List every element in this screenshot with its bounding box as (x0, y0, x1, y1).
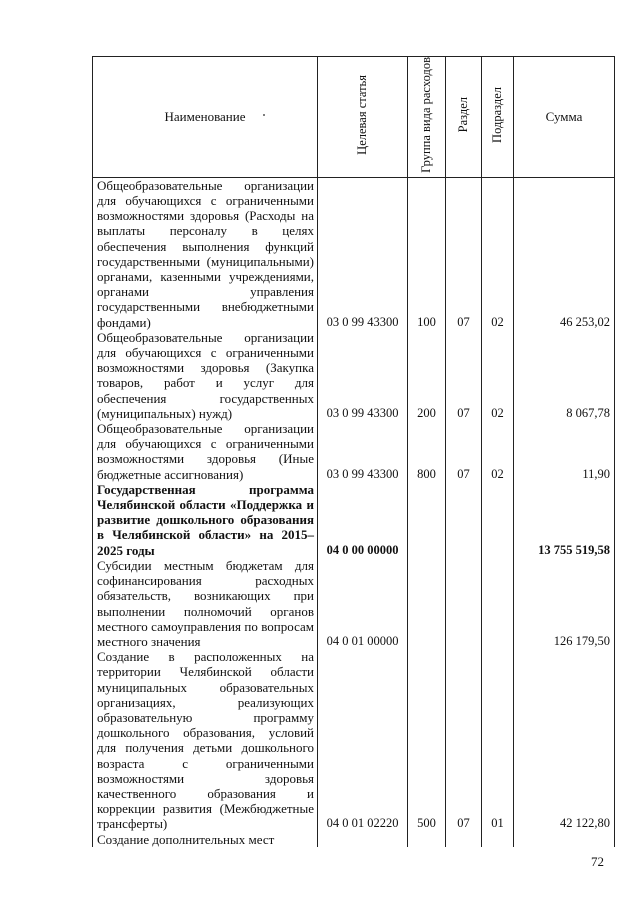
row-sum (514, 832, 615, 847)
row-target-article: 03 0 99 43300 (318, 330, 408, 421)
row-subsection (482, 832, 514, 847)
row-sum: 126 179,50 (514, 558, 615, 649)
row-name: Создание дополнительных мест (93, 832, 318, 847)
row-expense-group: 100 (408, 177, 446, 330)
table-row (93, 832, 615, 847)
row-section: 07 (446, 649, 482, 831)
row-sum: 8 067,78 (514, 330, 615, 421)
row-section (446, 832, 482, 847)
row-name: Государственная программа Челябинской области «Поддержка и развитие дошкольного образования в Челябинской области» на 2015–2025 годы (93, 482, 318, 558)
row-subsection: 02 (482, 330, 514, 421)
row-target-article: 04 0 01 02220 (318, 649, 408, 831)
row-expense-group: 200 (408, 330, 446, 421)
row-name: Субсидии местным бюджетам для софинансирования расходных обязательств, возникающих при выполнении полномочий органов местного самоуправления по вопросам местного значения (93, 558, 318, 649)
table-row (93, 558, 615, 649)
row-expense-group: 500 (408, 649, 446, 831)
budget-table (92, 56, 615, 847)
row-expense-group: 800 (408, 421, 446, 482)
row-name: Общеобразовательные организации для обучающихся с ограниченными возможностями здоровья (Иные бюджетные ассигнования) (93, 421, 318, 482)
row-section (446, 482, 482, 558)
table-header-row (93, 57, 615, 178)
row-subsection: 02 (482, 177, 514, 330)
page-number: 72 (591, 854, 604, 869)
row-sum: 11,90 (514, 421, 615, 482)
table-row (93, 421, 615, 482)
row-expense-group (408, 558, 446, 649)
row-expense-group (408, 482, 446, 558)
row-name: Общеобразовательные организации для обучающихся с ограниченными возможностями здоровья (Расходы на выплаты персоналу в целях обеспечения выполнения функций государственными (муниципальными) органами, казенными учреждениями, органами управления государственными внебюджетными фондами) (93, 177, 318, 330)
table-row (93, 649, 615, 831)
row-subsection: 02 (482, 421, 514, 482)
header-subsection: Подраздел (482, 57, 514, 178)
row-target-article: 03 0 99 43300 (318, 177, 408, 330)
header-sum: Сумма (514, 57, 615, 178)
row-target-article: 03 0 99 43300 (318, 421, 408, 482)
table-row (93, 177, 615, 330)
row-section: 07 (446, 177, 482, 330)
header-target-article: Целевая статья (318, 57, 408, 178)
row-section (446, 558, 482, 649)
row-expense-group (408, 832, 446, 847)
header-section: Раздел (446, 57, 482, 178)
row-subsection: 01 (482, 649, 514, 831)
row-name: Общеобразовательные организации для обучающихся с ограниченными возможностями здоровья (Закупка товаров, работ и услуг для обеспечения государственных (муниципальных) нужд) (93, 330, 318, 421)
row-target-article: 04 0 01 00000 (318, 558, 408, 649)
row-target-article (318, 832, 408, 847)
row-subsection (482, 482, 514, 558)
header-name: Наименование (93, 57, 318, 178)
row-name: Создание в расположенных на территории Челябинской области муниципальных образовательных организациях, реализующих образовательную программу дошкольного образования, условий для получения детьми дошкольного возраста с ограниченными возможностями здоровья качественного образования и коррекции развития (Межбюджетные трансферты) (93, 649, 318, 831)
header-expense-group: Группа вида расходов (408, 57, 446, 178)
table-row (93, 330, 615, 421)
row-section: 07 (446, 330, 482, 421)
row-sum: 42 122,80 (514, 649, 615, 831)
row-section: 07 (446, 421, 482, 482)
row-sum: 46 253,02 (514, 177, 615, 330)
row-subsection (482, 558, 514, 649)
table-row (93, 482, 615, 558)
row-sum: 13 755 519,58 (514, 482, 615, 558)
row-target-article: 04 0 00 00000 (318, 482, 408, 558)
